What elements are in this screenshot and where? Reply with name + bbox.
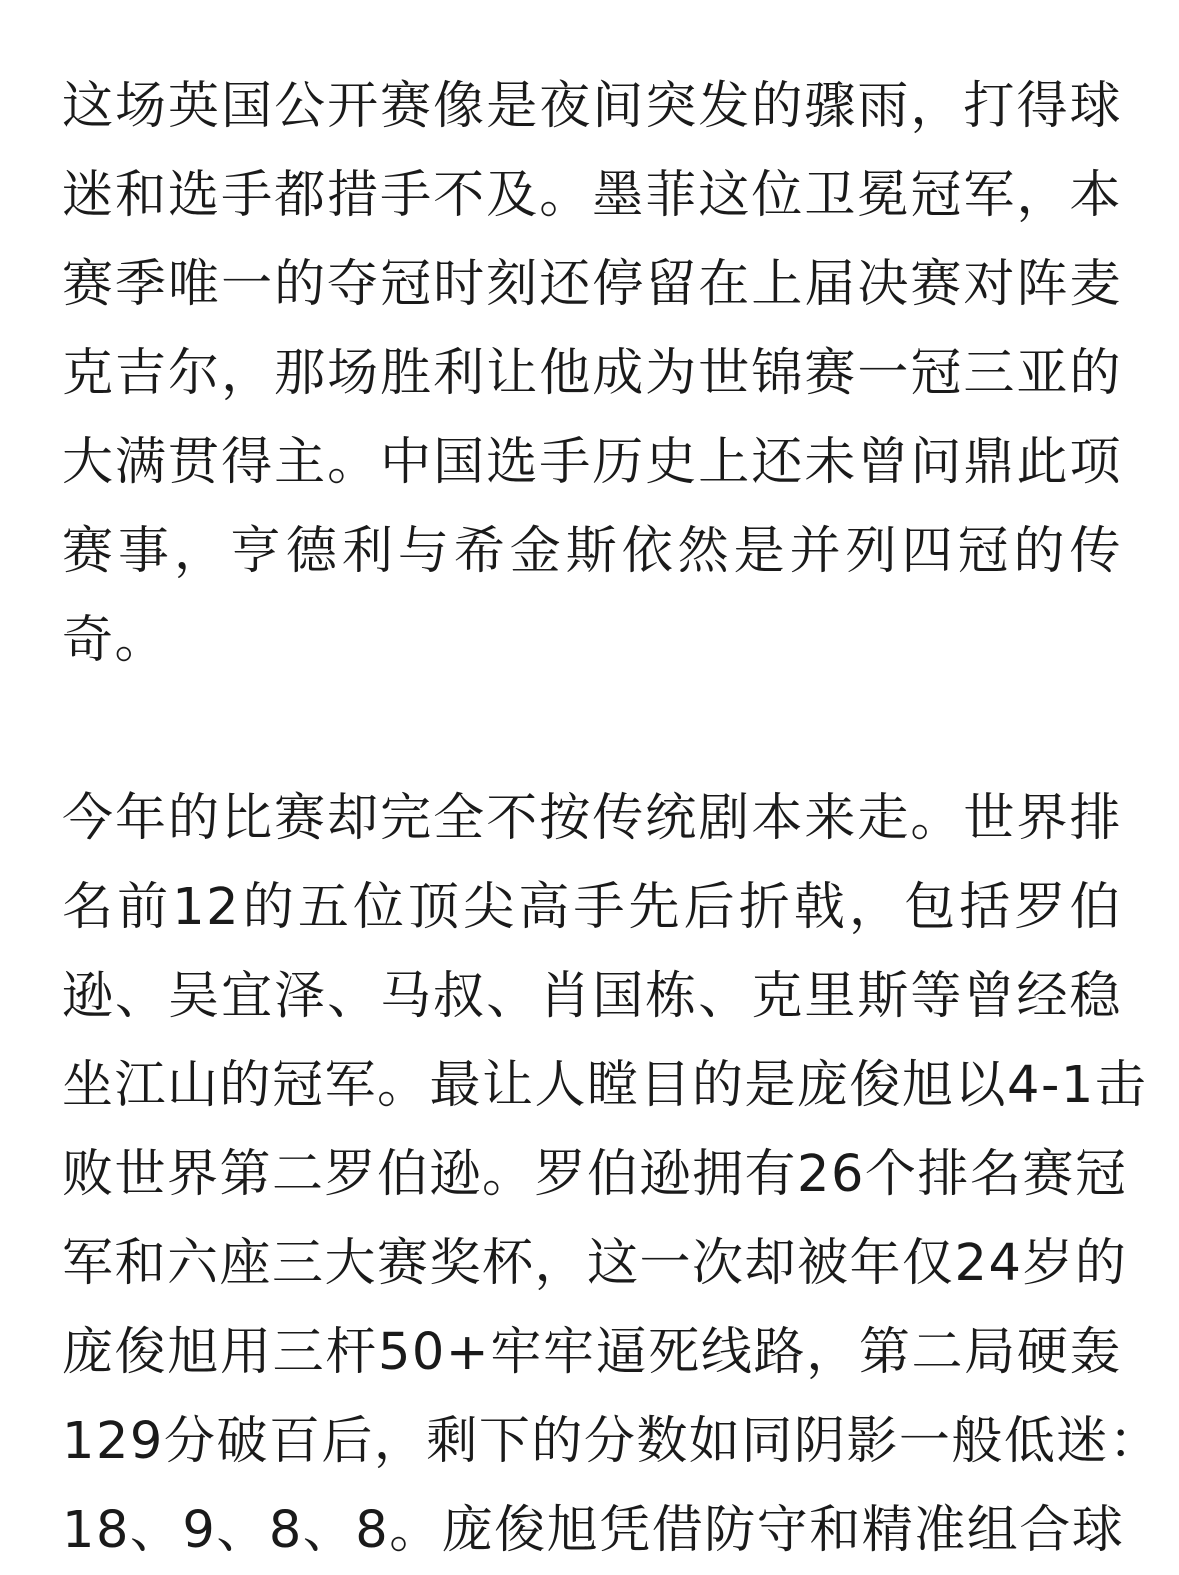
text-line: 逊、吴宜泽、马叔、肖国栋、克里斯等曾经稳 bbox=[62, 967, 1122, 1026]
text-line: 赛事，亨德利与希金斯依然是并列四冠的传 bbox=[62, 522, 1122, 581]
text-line: 军和六座三大赛奖杯，这一次却被年仅24岁的 bbox=[62, 1234, 1128, 1293]
text-line: 赛季唯一的夺冠时刻还停留在上届决赛对阵麦 bbox=[62, 255, 1122, 314]
text-line: 庞俊旭用三杆50+牢牢逼死线路，第二局硬轰 bbox=[62, 1323, 1122, 1382]
text-line: 败世界第二罗伯逊。罗伯逊拥有26个排名赛冠 bbox=[62, 1145, 1128, 1204]
paragraph-1 bbox=[62, 62, 1122, 685]
text-line: 克吉尔，那场胜利让他成为世锦赛一冠三亚的 bbox=[62, 344, 1122, 403]
article-body bbox=[62, 62, 1162, 1575]
text-line: 大满贯得主。中国选手历史上还未曾问鼎此项 bbox=[62, 433, 1122, 492]
text-line: 名前12的五位顶尖高手先后折戟，包括罗伯 bbox=[62, 878, 1122, 937]
text-line: 18、9、8、8。庞俊旭凭借防守和精准组合球 bbox=[62, 1501, 1125, 1560]
text-line: 坐江山的冠军。最让人瞠目的是庞俊旭以4-1击 bbox=[62, 1056, 1148, 1115]
paragraph-2 bbox=[62, 774, 1162, 1575]
text-line: 迷和选手都措手不及。墨菲这位卫冕冠军，本 bbox=[62, 166, 1122, 225]
text-line: 这场英国公开赛像是夜间突发的骤雨，打得球 bbox=[62, 77, 1122, 136]
text-line: 今年的比赛却完全不按传统剧本来走。世界排 bbox=[62, 789, 1122, 848]
text-line: 129分破百后，剩下的分数如同阴影一般低迷： bbox=[62, 1412, 1162, 1471]
text-line: 奇。 bbox=[62, 611, 168, 670]
